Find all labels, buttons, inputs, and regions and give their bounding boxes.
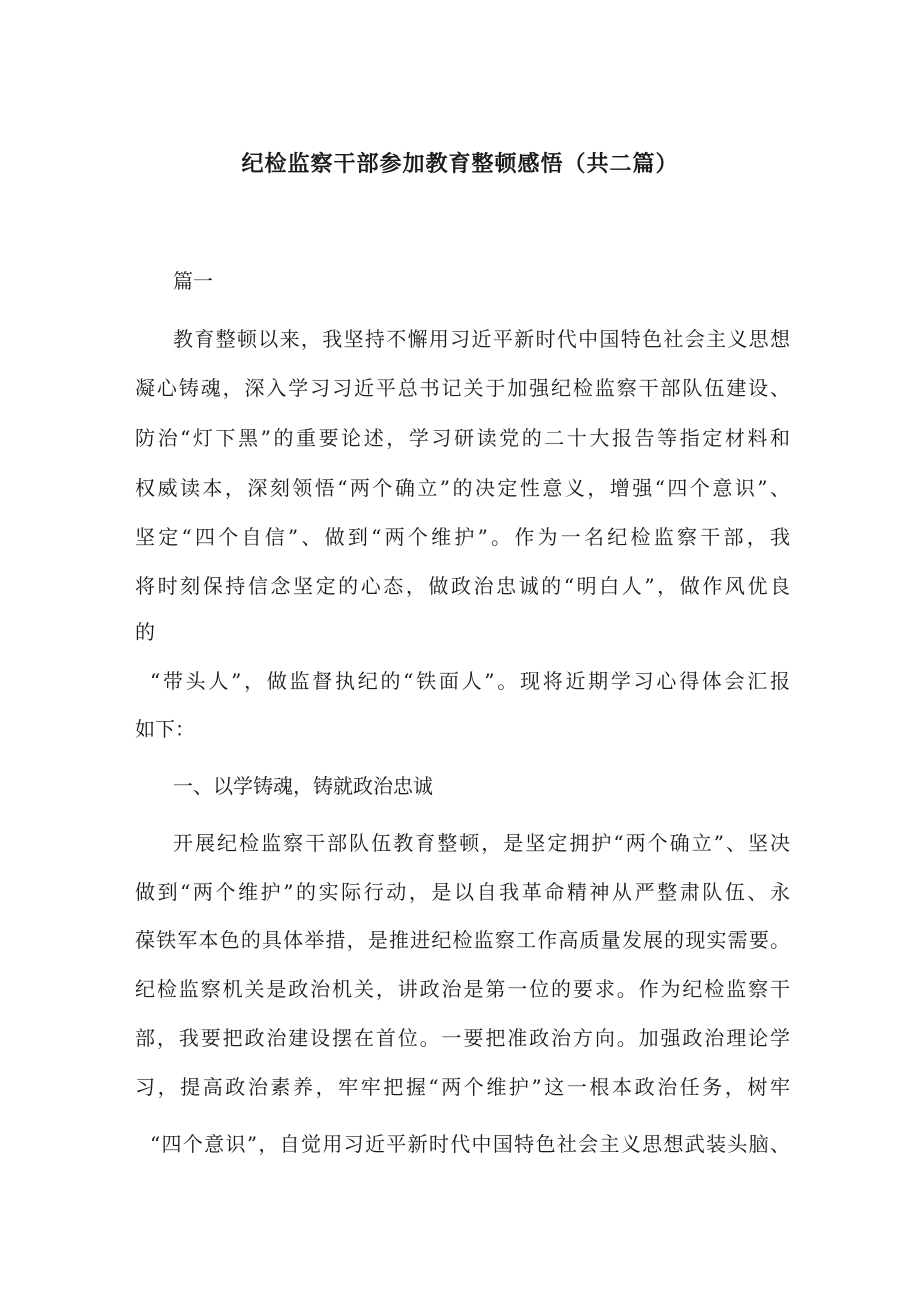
paragraph2-line: 部，我要把政治建设摆在首位。一要把准政治方向。加强政治理论学 [135, 1026, 790, 1050]
paragraph2-line: 葆铁军本色的具体举措，是推进纪检监察工作高质量发展的现实需要。 [135, 928, 790, 952]
paragraph2-line: 习，提高政治素养，牢牢把握“两个维护”这一根本政治任务，树牢 [135, 1075, 790, 1099]
paragraph2-line: 纪检监察机关是政治机关，讲政治是第一位的要求。作为纪检监察干 [135, 977, 790, 1001]
paragraph1-line: 权威读本，深刻领悟“两个确立”的决定性意义，增强“四个意识”、 [135, 476, 790, 500]
paragraph2-line: 做到“两个维护”的实际行动，是以自我革命精神从严整肃队伍、永 [135, 880, 790, 904]
paragraph2-line: 开展纪检监察干部队伍教育整顿，是坚定拥护“两个确立”、坚决 [173, 831, 790, 855]
paragraph1-line: 凝心铸魂，深入学习习近平总书记关于加强纪检监察干部队伍建设、 [135, 376, 790, 400]
document-title: 纪检监察干部参加教育整顿感悟（共二篇） [241, 152, 679, 177]
paragraph1-line: 坚定“四个自信”、做到“两个维护”。作为一名纪检监察干部，我 [135, 525, 790, 549]
paragraph1-line: 防治“灯下黑”的重要论述，学习研读党的二十大报告等指定材料和 [135, 426, 790, 450]
paragraph1-line: 将时刻保持信念坚定的心态，做政治忠诚的“明白人”，做作风优良 [135, 574, 790, 598]
paragraph2-line: “四个意识”，自觉用习近平新时代中国特色社会主义思想武装头脑、 [150, 1132, 790, 1156]
section-heading: 一、以学铸魂，铸就政治忠诚 [173, 774, 433, 798]
paragraph1-line: 如下： [135, 717, 195, 741]
paragraph1-line: “带头人”，做监督执纪的“铁面人”。现将近期学习心得体会汇报 [150, 669, 790, 693]
paragraph1-line: 的 [135, 620, 155, 644]
section-label: 篇一 [173, 269, 213, 293]
paragraph1-line: 教育整顿以来，我坚持不懈用习近平新时代中国特色社会主义思想 [173, 327, 790, 351]
